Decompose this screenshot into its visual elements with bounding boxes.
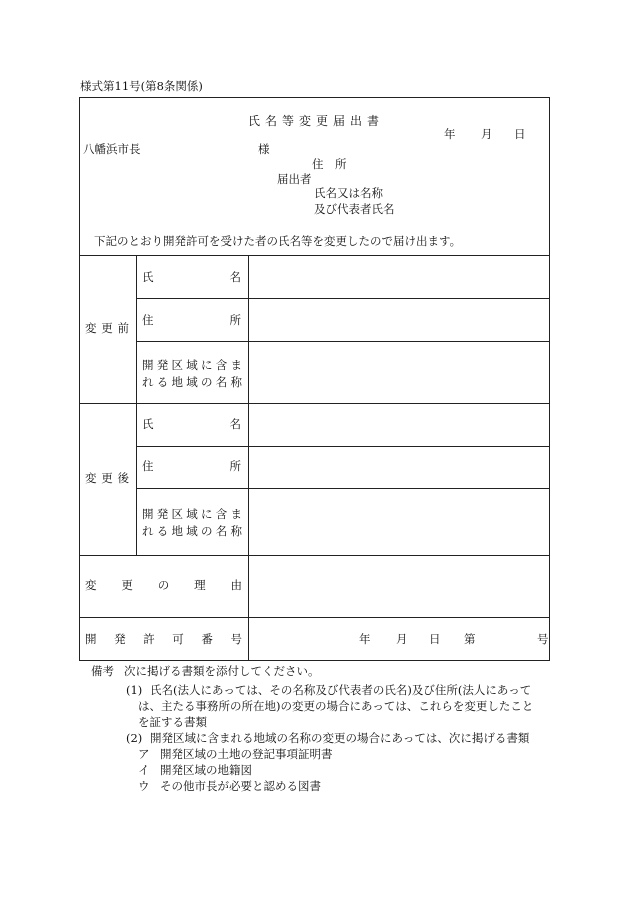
note-sub-u-mark: ウ (138, 779, 150, 793)
notes-heading: 備考 (91, 664, 114, 678)
rule-group-col (136, 255, 137, 555)
before-group-label: 変 更 前 (85, 321, 129, 335)
date-year: 年 (444, 127, 456, 141)
addressee-name: 八幡浜市長 (83, 142, 141, 156)
after-area-line2: れ る 地 域 の 名 称 (142, 524, 242, 538)
statement-text: 下記のとおり開発許可を受けた者の氏名等を変更したので届け出ます。 (94, 234, 462, 248)
note-sub-i-mark: イ (138, 763, 150, 777)
rule-after-address (136, 488, 550, 489)
form-number-label: 様式第11号(第8条関係) (80, 79, 203, 93)
rule-header-bottom (79, 255, 550, 256)
after-name-label-text: 氏 名 (142, 417, 241, 431)
permit-label: 開 発 許 可 番 号 (85, 632, 242, 646)
after-address-label-text: 住 所 (142, 459, 241, 473)
before-area-line2: れ る 地 域 の 名 称 (142, 375, 242, 389)
before-name-label-text: 氏 名 (142, 270, 241, 284)
date-month: 月 (481, 127, 493, 141)
note-item2-line1: 開発区域に含まれる地域の名称の変更の場合にあっては、次に掲げる書類 (150, 731, 530, 745)
note-item1-line3: を証する書類 (138, 715, 207, 729)
note-item1-line1: 氏名(法人にあっては、その名称及び代表者の氏名)及び住所(法人にあって (150, 683, 532, 697)
applicant-notifier-label: 届出者 (277, 172, 312, 186)
note-item1-number: (1) (126, 683, 143, 697)
after-address-label (142, 461, 241, 473)
permit-year: 年 (359, 632, 371, 646)
rule-label-col (248, 255, 249, 661)
rule-before-bottom (79, 403, 550, 404)
applicant-address-label: 住 所 (312, 157, 347, 171)
note-sub-a-mark: ア (138, 747, 150, 761)
before-address-label-text: 住 所 (142, 313, 241, 327)
before-name-label (142, 272, 241, 284)
permit-go: 号 (537, 632, 549, 646)
rule-reason-bottom (79, 617, 550, 618)
before-address-label (142, 315, 241, 327)
applicant-rep-label: 及び代表者氏名 (314, 202, 395, 216)
note-sub-u: その他市長が必要と認める図書 (160, 779, 321, 793)
permit-month: 月 (396, 632, 408, 646)
note-sub-i: 開発区域の地籍図 (160, 763, 252, 777)
date-day: 日 (514, 127, 526, 141)
permit-dai: 第 (464, 632, 476, 646)
permit-day: 日 (429, 632, 441, 646)
note-item2-number: (2) (126, 731, 143, 745)
after-area-line1: 開 発 区 域 に 含 ま (142, 507, 242, 521)
after-name-label (142, 419, 241, 431)
note-sub-a: 開発区域の土地の登記事項証明書 (160, 747, 333, 761)
notes-intro: 次に掲げる書類を添付してください。 (124, 664, 320, 678)
reason-label: 変 更 の 理 由 (85, 578, 242, 592)
addressee-honorific: 様 (258, 142, 270, 156)
rule-after-bottom (79, 555, 550, 556)
form-title: 氏名等変更届出書 (248, 114, 385, 128)
note-item1-line2: は、主たる事務所の所在地)の変更の場合にあっては、これらを変更したこと (138, 699, 534, 713)
rule-after-name (136, 446, 550, 447)
after-group-label: 変 更 後 (85, 471, 129, 485)
rule-before-address (136, 341, 550, 342)
rule-before-name (136, 298, 550, 299)
after-area-label (142, 506, 242, 540)
before-area-line1: 開 発 区 域 に 含 ま (142, 358, 242, 372)
before-area-label (142, 357, 242, 391)
applicant-name-label: 氏名又は名称 (314, 186, 383, 200)
